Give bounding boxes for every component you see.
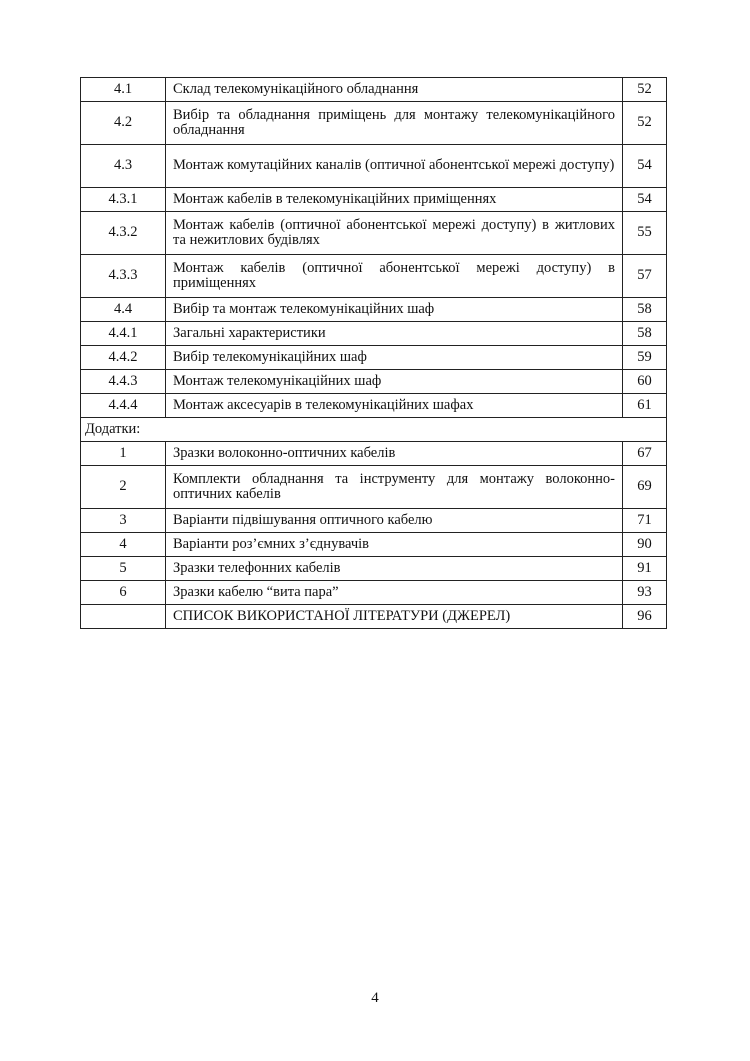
toc-title: Монтаж кабелів (оптичної абонентської мережі доступу) в житлових та нежитлових будівлях: [166, 212, 623, 255]
bibliography-number: [81, 605, 166, 629]
appendix-page: 91: [623, 557, 667, 581]
toc-number: 4.1: [81, 78, 166, 102]
toc-title: Вибір телекомунікаційних шаф: [166, 346, 623, 370]
appendix-header: Додатки:: [81, 418, 667, 442]
appendix-row: [81, 581, 667, 605]
toc-title: Вибір та обладнання приміщень для монтажу телекомунікаційного обладнання: [166, 102, 623, 145]
appendix-title: Варіанти роз’ємних з’єднувачів: [166, 533, 623, 557]
appendix-header-row: [81, 418, 667, 442]
toc-title: Вибір та монтаж телекомунікаційних шаф: [166, 298, 623, 322]
toc-row: [81, 322, 667, 346]
toc-title: Монтаж кабелів (оптичної абонентської мережі доступу) в приміщеннях: [166, 255, 623, 298]
appendix-number: 6: [81, 581, 166, 605]
toc-title: Монтаж кабелів в телекомунікаційних приміщеннях: [166, 188, 623, 212]
bibliography-page: 96: [623, 605, 667, 629]
appendix-number: 1: [81, 442, 166, 466]
appendix-number: 2: [81, 466, 166, 509]
bibliography-row: [81, 605, 667, 629]
appendix-number: 4: [81, 533, 166, 557]
toc-number: 4.4: [81, 298, 166, 322]
appendix-page: 90: [623, 533, 667, 557]
table-of-contents: [80, 77, 667, 629]
appendix-row: [81, 509, 667, 533]
appendix-number: 5: [81, 557, 166, 581]
toc-number: 4.4.3: [81, 370, 166, 394]
toc-number: 4.3: [81, 145, 166, 188]
appendix-row: [81, 557, 667, 581]
appendix-page: 69: [623, 466, 667, 509]
toc-row: [81, 78, 667, 102]
page-number: 4: [371, 990, 379, 1006]
appendix-row: [81, 466, 667, 509]
appendix-row: [81, 533, 667, 557]
toc-title: Склад телекомунікаційного обладнання: [166, 78, 623, 102]
appendix-number: 3: [81, 509, 166, 533]
appendix-title: Зразки телефонних кабелів: [166, 557, 623, 581]
toc-page: 55: [623, 212, 667, 255]
appendix-page: 93: [623, 581, 667, 605]
toc-page: 58: [623, 298, 667, 322]
toc-number: 4.3.2: [81, 212, 166, 255]
appendix-title: Комплекти обладнання та інструменту для монтажу волоконно-оптичних кабелів: [166, 466, 623, 509]
toc-page: 54: [623, 188, 667, 212]
toc-title: Загальні характеристики: [166, 322, 623, 346]
toc-number: 4.2: [81, 102, 166, 145]
toc-number: 4.3.1: [81, 188, 166, 212]
toc-row: [81, 212, 667, 255]
toc-row: [81, 394, 667, 418]
toc-row: [81, 346, 667, 370]
appendix-title: Варіанти підвішування оптичного кабелю: [166, 509, 623, 533]
toc-row: [81, 370, 667, 394]
toc-row: [81, 255, 667, 298]
bibliography-title: СПИСОК ВИКОРИСТАНОЇ ЛІТЕРАТУРИ (ДЖЕРЕЛ): [166, 605, 623, 629]
appendix-title: Зразки кабелю “вита пара”: [166, 581, 623, 605]
toc-page: 59: [623, 346, 667, 370]
toc-row: [81, 188, 667, 212]
toc-row: [81, 102, 667, 145]
toc-page: 58: [623, 322, 667, 346]
appendix-row: [81, 442, 667, 466]
toc-row: [81, 298, 667, 322]
toc-page: 52: [623, 102, 667, 145]
toc-title: Монтаж телекомунікаційних шаф: [166, 370, 623, 394]
toc-page: 60: [623, 370, 667, 394]
toc-title: Монтаж комутаційних каналів (оптичної абонентської мережі доступу): [166, 145, 623, 188]
toc-page: 52: [623, 78, 667, 102]
appendix-page: 67: [623, 442, 667, 466]
toc-number: 4.4.2: [81, 346, 166, 370]
toc-page: 61: [623, 394, 667, 418]
toc-page: 57: [623, 255, 667, 298]
toc-number: 4.4.1: [81, 322, 166, 346]
appendix-title: Зразки волоконно-оптичних кабелів: [166, 442, 623, 466]
appendix-page: 71: [623, 509, 667, 533]
toc-page: 54: [623, 145, 667, 188]
toc-number: 4.3.3: [81, 255, 166, 298]
toc-row: [81, 145, 667, 188]
toc-number: 4.4.4: [81, 394, 166, 418]
toc-title: Монтаж аксесуарів в телекомунікаційних шафах: [166, 394, 623, 418]
